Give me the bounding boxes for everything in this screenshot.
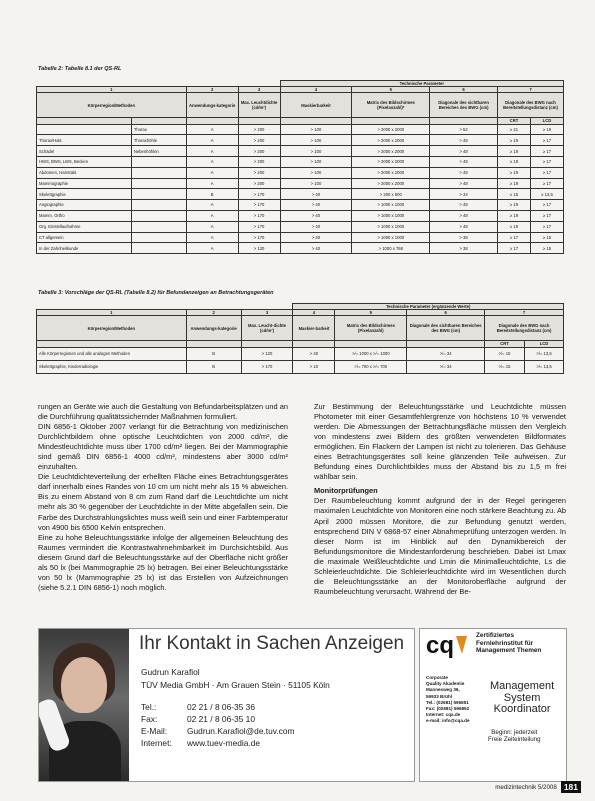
table-cell: > 48: [430, 221, 498, 232]
table-subheader: CRT: [498, 118, 531, 124]
body-paragraph: Der Raumbeleuchtung kommt aufgrund der in der Regel geringeren maximalen Leuchtdichte von Monitoren eine noch stärkere Beachtung zu. Ab April 2000 müssen Monitore, die zur Befundung genutzt werden, entsprechend DIN V 6868-57 einer Abnahmeprüfung unterzogen werden. In dieser Norm ist im Hinblick auf den Dynamikbereich der Befundungsmonitore die Mindestanforderung beschrieben. Dabei ist Lmax die maximale Weißleuchtdichte und Lmin die Minimalleuchtdichte, Ls die Schleierleuchtdichte. Die Schleierleuchtdichte wird im Wesentlichen durch die Beleuchtungsstärke an der Monitoroberfläche aufgrund der Raumbeleuchtung verursacht. Während der Be-: [314, 496, 566, 596]
table-group-header: Technische Parameter: [280, 81, 563, 87]
table-cell: > 48: [430, 157, 498, 168]
table-column-number: 4: [293, 310, 335, 316]
table-row: [37, 157, 564, 168]
table-row: [37, 210, 564, 221]
table-column-header: Anwendungs-kategorie: [186, 316, 241, 341]
table-column-header: Maskierbarkeit: [280, 93, 352, 118]
table-cell: >/= 700 x >/= 700: [335, 360, 407, 373]
cqa-logo: [425, 632, 469, 658]
table-cell: > 100: [280, 178, 352, 189]
table-cell: > 40: [280, 221, 352, 232]
table-row: [37, 360, 564, 373]
table-cell: > 48: [430, 167, 498, 178]
ad-row-value: 02 21 / 8 06-35 36: [187, 702, 255, 712]
section-heading: Monitorprüfungen: [314, 486, 378, 496]
table1-caption: Tabelle 2: Tabelle 8.1 der QS-RL: [38, 66, 122, 72]
table-cell: > 2000 x 2000: [352, 157, 430, 168]
table-column-header: Diagonale des BWG nach Bereitstellungsdistanz (cm): [485, 316, 564, 341]
table-cell: > 40: [280, 243, 352, 254]
table-column-header: Diagonale des sichtbaren Bereiches des BWG (cm): [430, 93, 498, 118]
table-cell: > 48: [430, 146, 498, 157]
table-cell: ≥ 15: [530, 232, 563, 243]
table-cell: >/= 13,5: [525, 347, 564, 360]
table-cell: > 1000 x 1000: [352, 210, 430, 221]
table-cell: [131, 200, 186, 211]
table-cell: > 2000 x 2000: [352, 124, 430, 135]
table-row: [37, 146, 564, 157]
advertisement-cqa: [419, 628, 567, 782]
ad-row-label: Fax:: [141, 714, 158, 724]
table-cell: ≥ 19: [498, 146, 531, 157]
table-cell: > 40: [280, 200, 352, 211]
table-cell: > 1000 x 1000: [352, 232, 430, 243]
table-row: [37, 347, 564, 360]
table-cell: Mamm. Ortho: [37, 210, 132, 221]
table-cell: Schädel: [37, 146, 132, 157]
table-cell: Nebenhöhlen: [131, 146, 186, 157]
table-cell: [131, 167, 186, 178]
advertisement-contact: [38, 628, 415, 782]
body-paragraph: Die Leuchtdichteverteilung der erhellten Fläche eines Betrachtungsgerätes darf innerhalb eines Randes von 10 cm um nicht mehr als 15 % abweichen. Bis zu einem Abstand von 8 cm zum Rand darf die Leuchtdichte um nicht mehr als 30 % gegenüber der Leuchtdichte in der Mitte abgefallen sein. Die Farbe des Durchstrahlungslichtes muss weiß sein und einer Farbtemperatur von 4900 bis 6500 Kelvin entsprechen.: [38, 472, 288, 532]
table-cell: > 100: [280, 146, 352, 157]
table-column-header: Körperregion/Methoden: [37, 93, 187, 118]
table-cell: ≥ 15: [530, 243, 563, 254]
ad-row-value[interactable]: Gudrun.Karafiol@de.tuv.com: [187, 726, 295, 736]
table-cell: A: [186, 178, 238, 189]
table-cell: A: [186, 243, 238, 254]
table-column-number: 6: [430, 87, 498, 93]
table-row: [37, 189, 564, 200]
table-cell: Org. Einstellaufnahme: [37, 221, 132, 232]
table-cell: > 2000 x 2000: [352, 135, 430, 146]
table-cell: Skelettgraphie, Kinderradiologie: [37, 360, 187, 373]
table-row: [37, 232, 564, 243]
ad-row-label: E-Mail:: [141, 726, 168, 736]
table-cell: Skelettgraphie: [37, 189, 132, 200]
table-cell: A: [186, 200, 238, 211]
table-cell: ≥ 19: [498, 200, 531, 211]
table-column-number: 4: [280, 87, 352, 93]
table-cell: > 200 x 500: [352, 189, 430, 200]
table-cell: > 200: [238, 146, 280, 157]
cqa-course-info: Beginn: jederzeit Freie Zeiteinteilung: [488, 729, 541, 743]
table-cell: ≥ 19: [530, 124, 563, 135]
cqa-course-title: Management System Koordinator: [490, 680, 555, 715]
table2: [36, 303, 564, 374]
table-cell: ≥ 19: [498, 167, 531, 178]
table-cell: ≥ 17: [498, 232, 531, 243]
table-cell: > 38: [430, 243, 498, 254]
table-cell: [131, 243, 186, 254]
table-cell: A: [186, 232, 238, 243]
cqa-address: Corporate Quality Akademie Mannesweg 36, 59933 Brühl Tel.: (02681) 596851 Fax: (02681) 596852 Internet: cqa.de e-mail: info@cqa.de: [426, 675, 470, 724]
table-cell: A: [186, 135, 238, 146]
table-cell: ≥ 17: [530, 167, 563, 178]
table-cell: Mammographie: [37, 178, 132, 189]
body-right-column: [314, 402, 566, 597]
table-cell: ≥ 19: [498, 157, 531, 168]
table-group-header: Technische Parameter (ergänzende Werte): [293, 304, 564, 310]
table-cell: A: [186, 167, 238, 178]
table-cell: [131, 178, 186, 189]
table-cell: > 38: [430, 232, 498, 243]
table-cell: ≥ 17: [530, 221, 563, 232]
table-cell: >/= 15: [485, 360, 525, 373]
table-cell: ≥ 19: [498, 135, 531, 146]
body-paragraph: Eine zu hohe Beleuchtungsstärke infolge der allgemeinen Beleuchtung des Raumes vermindert die Kontrastwahrnehmbarkeit im Durchsichtsbild. Aus diesem Grund darf die Beleuchtungsstärke auf der Oberfläche nicht größer als 50 lx (bei Mammographie 25 lx) betragen. Bei einer Beleuchtungsstärke von 50 lx (Mammographie 25 lx) ist das Erstellen von Aufzeichnungen (siehe 5.2.1 DIN 6856-1) noch möglich.: [38, 532, 288, 592]
journal-name: medizintechnik 5/2008: [495, 783, 557, 791]
table-column-number: 6: [407, 310, 485, 316]
body-paragraph: rungen an Geräte wie auch die Gestaltung von Befundarbeitsplätzen und an die Durchführung qualitätssichernder Maßnahmen formuliert.: [38, 402, 288, 422]
table-cell: > 200: [238, 167, 280, 178]
table-column-header: Matrix des Bildschirmes (Pixelanzahl): [335, 316, 407, 341]
table-row: [37, 243, 564, 254]
table-cell: > 2000 x 2000: [352, 146, 430, 157]
table-cell: Thorax/Hals: [37, 135, 132, 146]
table-cell: B: [186, 360, 241, 373]
table-cell: > 170: [238, 221, 280, 232]
table-cell: ≥ 13,5: [530, 189, 563, 200]
table-cell: ≥ 17: [530, 146, 563, 157]
table-cell: > 48: [430, 200, 498, 211]
table-cell: HWS, BWS, LWS, Becken: [37, 157, 132, 168]
table-cell: >/= 15: [485, 347, 525, 360]
table-cell: Thoraxhöhle: [131, 135, 186, 146]
table1: [36, 80, 564, 254]
table-cell: [131, 189, 186, 200]
table-cell: A: [186, 157, 238, 168]
table-cell: >/= 1000 x >/= 1000: [335, 347, 407, 360]
table-column-header: Körperregion/Methoden: [37, 316, 187, 341]
table-cell: [131, 157, 186, 168]
table-cell: > 100: [280, 157, 352, 168]
table-cell: > 1000 x 768: [352, 243, 430, 254]
table-column-number: 7: [498, 87, 564, 93]
table-cell: A: [186, 210, 238, 221]
table-row: [37, 167, 564, 178]
table-cell: > 2000 x 2000: [352, 178, 430, 189]
table-cell: > 40: [293, 347, 335, 360]
table-cell: > 100: [280, 124, 352, 135]
table-cell: A: [186, 124, 238, 135]
table-cell: CT allgemein: [37, 232, 132, 243]
table-cell: [131, 232, 186, 243]
table-column-number: 2: [186, 310, 241, 316]
table-cell: > 100: [280, 135, 352, 146]
table-cell: B: [186, 347, 241, 360]
table-cell: ≥ 21: [498, 124, 531, 135]
table-cell: > 40: [280, 189, 352, 200]
table-cell: >/= 13,5: [525, 360, 564, 373]
table-row: [37, 221, 564, 232]
table-cell: > 2000 x 2000: [352, 167, 430, 178]
table2-caption: Tabelle 3: Vorschläge der QS-RL (Tabelle 8.2) für Befundanzeigen an Betrachtungsgeräten: [38, 290, 274, 296]
table-cell: Alle Körperregionen und alle analogen Methoden: [37, 347, 187, 360]
table-row: [37, 200, 564, 211]
table-column-number: 2: [186, 87, 238, 93]
table-column-number: 5: [352, 87, 430, 93]
table-cell: > 170: [238, 232, 280, 243]
table-cell: > 200: [238, 124, 280, 135]
table-cell: > 48: [430, 135, 498, 146]
ad-row-label: Internet:: [141, 738, 172, 748]
table-cell: A: [186, 146, 238, 157]
table-column-header: Matrix des Bildschirmes (Pixelanzahl)*: [352, 93, 430, 118]
table-cell: > 200: [238, 157, 280, 168]
ad-title: Ihr Kontakt in Sachen Anzeigen: [139, 633, 405, 654]
table-cell: In der Zahnheilkunde: [37, 243, 132, 254]
table-cell: ≥ 17: [530, 135, 563, 146]
cqa-heading: Zertifiziertes Fernlehrinstitut für Management Themen: [476, 632, 542, 655]
table-cell: > 48: [430, 210, 498, 221]
ad-company: TÜV Media GmbH · Am Grauen Stein · 51105 Köln: [141, 680, 330, 690]
table-cell: >/= 34: [407, 360, 485, 373]
table-cell: > 170: [241, 360, 293, 373]
table-cell: ≥ 19: [498, 178, 531, 189]
body-left-column: [38, 402, 288, 593]
table-cell: A: [186, 221, 238, 232]
table-cell: > 120: [238, 243, 280, 254]
table-column-number: 3: [238, 87, 280, 93]
table-cell: [131, 210, 186, 221]
table-cell: [37, 124, 132, 135]
table-cell: > 1000 x 1000: [352, 200, 430, 211]
table-column-header: Maskier-barkeit: [293, 316, 335, 341]
table-cell: ≥ 17: [530, 178, 563, 189]
table-cell: Abdomen, Harntrakt: [37, 167, 132, 178]
table-cell: > 100: [280, 167, 352, 178]
table-column-header: Max. Leucht-dichte (cd/m²): [241, 316, 293, 341]
ad-row-value: 02 21 / 8 06-35 10: [187, 714, 255, 724]
table-row: [37, 135, 564, 146]
contact-photo: [39, 629, 129, 781]
table-cell: > 170: [238, 189, 280, 200]
page-number: 181: [561, 781, 581, 793]
table-cell: > 120: [241, 347, 293, 360]
table-column-number: 5: [335, 310, 407, 316]
table-cell: ≥ 17: [530, 210, 563, 221]
table-column-header: Max. Leuchtdichte (cd/m²): [238, 93, 280, 118]
table-column-number: 1: [37, 87, 187, 93]
table-cell: > 1000 x 1000: [352, 221, 430, 232]
table-subheader: LCD: [530, 118, 563, 124]
table-cell: > 34: [430, 189, 498, 200]
table-cell: >/= 34: [407, 347, 485, 360]
table-cell: > 200: [238, 178, 280, 189]
table-cell: > 48: [430, 178, 498, 189]
table-cell: ≥ 19: [498, 210, 531, 221]
svg-text:cq: cq: [426, 632, 455, 658]
table-cell: ≥ 17: [530, 157, 563, 168]
ad-row-label: Tel.:: [141, 702, 157, 712]
table-column-header: Anwendungs-kategorie: [186, 93, 238, 118]
table-cell: B: [186, 189, 238, 200]
table-column-header: Diagonale des BWG nach Bereitstellungsdistanz (cm): [498, 93, 564, 118]
table-cell: [131, 221, 186, 232]
table-cell: ≥ 19: [498, 221, 531, 232]
table-cell: Thorax: [131, 124, 186, 135]
table-cell: > 10: [293, 360, 335, 373]
table-row: [37, 178, 564, 189]
page-footer: [495, 780, 581, 794]
table-row: [37, 124, 564, 135]
table-column-header: Diagonale des sichtbaren Bereiches des BWG (cm): [407, 316, 485, 341]
table-cell: > 40: [280, 210, 352, 221]
table-column-number: 3: [241, 310, 293, 316]
ad-contact-name: Gudrun Karafiol: [141, 667, 200, 677]
body-paragraph: Zur Bestimmung der Beleuchtungsstärke und Leuchtdichte müssen Photometer mit einer Gesamtfehlergrenze von höchstens 10 % verwendet werden. Die Abmessungen der Betrachtungsfläche müssen den Vergleich von mindestens zwei Bildern des größten verwendeten Bildformates ermöglichen. Ein Flackern der Lampen ist nicht zu tolerieren. Das Gehäuse eines Betrachtungsgerätes soll keine glänzenden Teile aufweisen. Zur Befundung eines Durchlichtbildes muss der Abstand bis zu 1,5 m frei wählbar sein.: [314, 402, 566, 482]
table-cell: ≥ 17: [530, 200, 563, 211]
table-subheader: CRT: [485, 341, 525, 347]
table-cell: ≥ 17: [498, 243, 531, 254]
body-paragraph: DIN 6856-1 Oktober 2007 verlangt für die Betrachtung von medizinischen Durchlichtbildern ohne optische Leuchtdichten von 2000 cd/m², die Mindestleuchtdichte muss über 1700 cd/m² liegen. Bei der Mammographie sind gemäß DIN 6856-1 4000 cd/m², mindestens aber 3000 cd/m² einzuhalten.: [38, 422, 288, 472]
table-cell: > 200: [238, 135, 280, 146]
table-subheader: LCD: [525, 341, 564, 347]
table-column-number: 7: [485, 310, 564, 316]
table-column-number: 1: [37, 310, 187, 316]
table-cell: ≥ 15: [498, 189, 531, 200]
ad-contact-rows: [141, 701, 295, 749]
table-cell: > 40: [280, 232, 352, 243]
ad-row-value[interactable]: www.tuev-media.de: [187, 738, 261, 748]
table-cell: > 52: [430, 124, 498, 135]
table-cell: > 170: [238, 200, 280, 211]
table-cell: > 170: [238, 210, 280, 221]
table-cell: Angiographie: [37, 200, 132, 211]
